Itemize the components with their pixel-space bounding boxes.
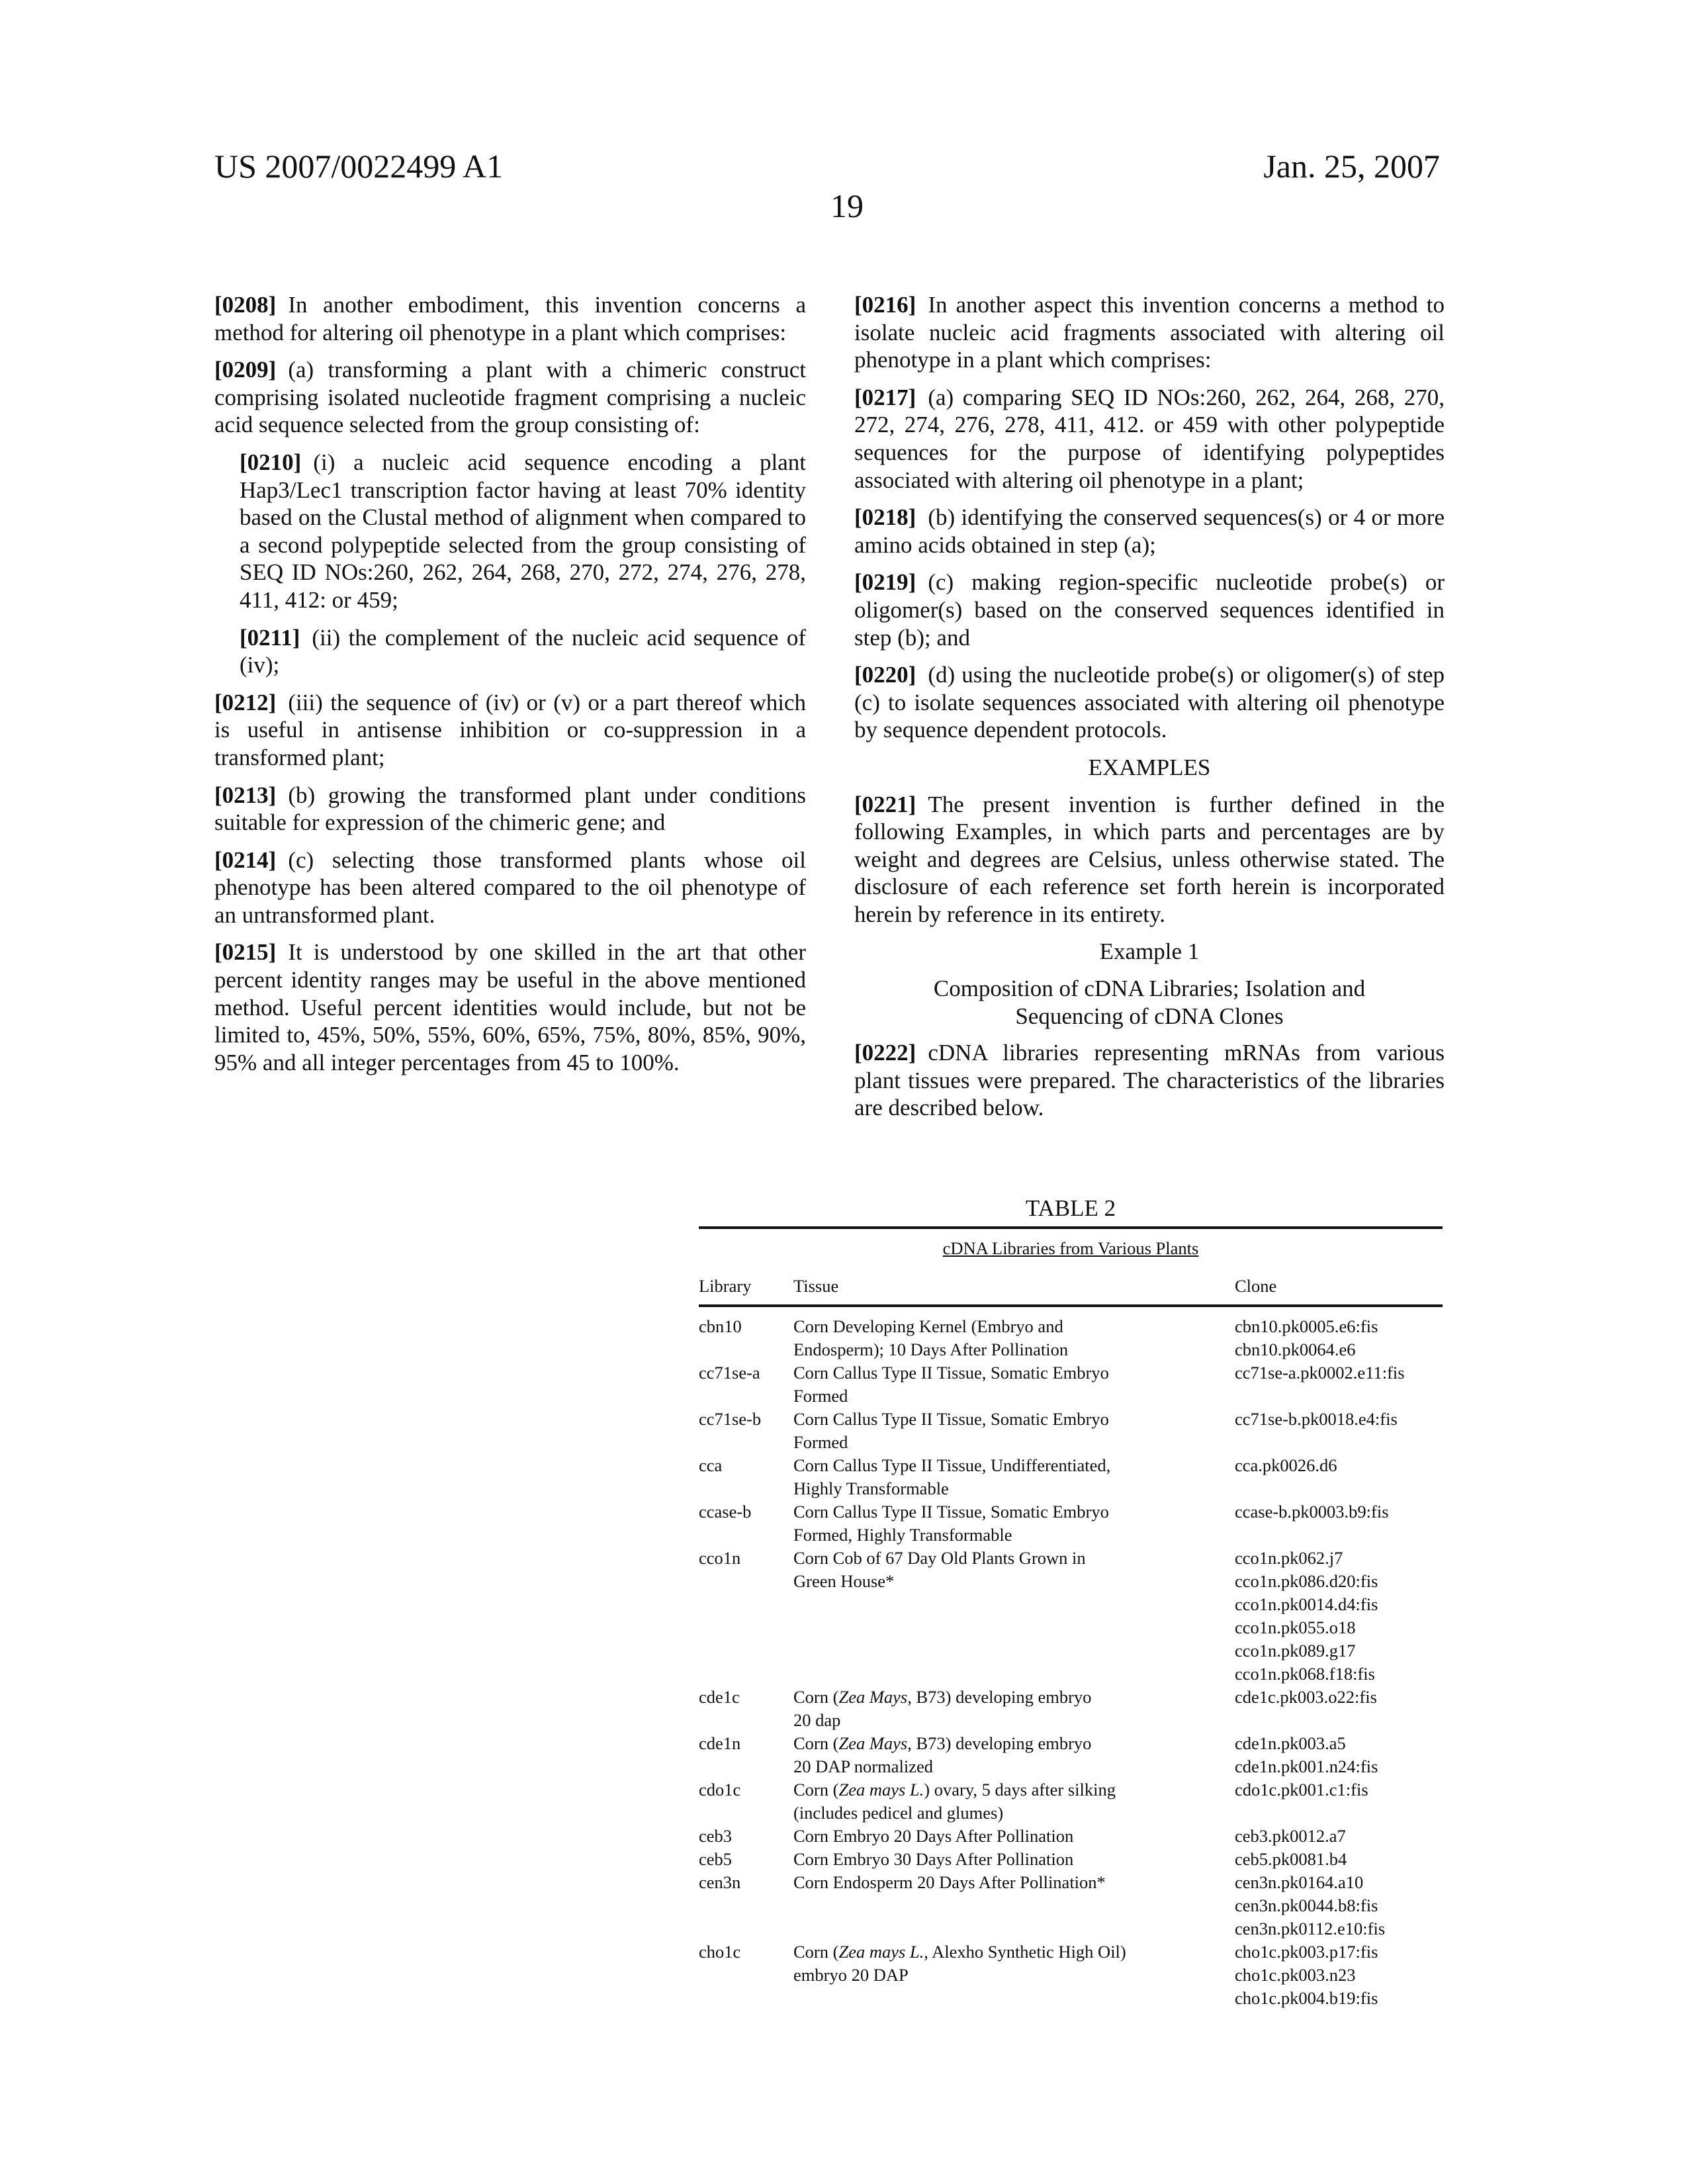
tissue-text: Corn ( [793,1687,838,1707]
paragraph-text: cDNA libraries representing mRNAs from various plant tissues were prepared. The characteristics of the libraries are described below. [854,1040,1445,1120]
tissue-cell [793,1871,1235,1940]
right-column [854,291,1445,1132]
tissue-text: Corn ( [793,1942,838,1962]
tissue-text: Corn Endosperm 20 Days After Pollination* [793,1872,1106,1892]
tissue-line [793,1801,1235,1825]
tissue-text: Corn Embryo 20 Days After Pollination [793,1826,1073,1846]
left-column [214,291,806,1086]
tissue-text: , B73) developing embryo [907,1733,1091,1753]
paragraph-number: [0208] [214,292,276,318]
table-rule [699,1226,1443,1229]
example-title-line: Sequencing of cDNA Clones [854,1003,1445,1030]
table-row [699,1361,1443,1408]
column-header: Clone [1235,1275,1443,1298]
clone-cell [1235,1686,1443,1732]
table-row [699,1848,1443,1871]
paragraph [854,1039,1445,1122]
tissue-line [793,1385,1235,1408]
tissue-italic-text: Zea mays L. [838,1780,924,1799]
library-cell: cho1c [699,1940,793,2010]
clone-id: ceb5.pk0081.b4 [1235,1848,1443,1871]
clone-id: cco1n.pk0014.d4:fis [1235,1593,1443,1616]
tissue-cell [793,1361,1235,1408]
tissue-text: Corn ( [793,1733,838,1753]
clone-cell [1235,1848,1443,1871]
tissue-italic-text: Zea Mays [838,1687,907,1707]
tissue-line [793,1686,1235,1709]
paragraph [214,938,806,1076]
clone-cell [1235,1454,1443,1500]
tissue-line [793,1500,1235,1524]
tissue-cell [793,1408,1235,1454]
paragraph [214,782,806,837]
table-row [699,1315,1443,1361]
paragraph [854,504,1445,559]
clone-id: cco1n.pk062.j7 [1235,1547,1443,1570]
paragraph-number: [0220] [854,662,916,688]
library-cell: cde1n [699,1732,793,1778]
library-cell: cbn10 [699,1315,793,1361]
table-row [699,1732,1443,1778]
tissue-line [793,1570,1235,1593]
paragraph-text: (i) a nucleic acid sequence encoding a plant Hap3/Lec1 transcription factor having at least 70% identity based on the Clustal method of alignment when compared to a second polypeptide selected from the group consisting of SEQ ID NOs:260, 262, 264, 268, 270, 272, 274, 276, 278, 411, 412: or 459; [240,449,806,613]
tissue-text: 20 DAP normalized [793,1756,933,1776]
table-row [699,1940,1443,2010]
clone-id: cho1c.pk003.p17:fis [1235,1940,1443,1964]
paragraph-text: It is understood by one skilled in the art that other percent identity ranges may be useful in the above mentioned method. Useful percent identities would include, but not be limited to, 45%, 50%, 55%, 60%, 65%, 75%, 80%, 85%, 90%, 95% and all integer percentages from 45 to 100%. [214,939,806,1075]
clone-id: cca.pk0026.d6 [1235,1454,1443,1477]
paragraph-number: [0211] [240,625,300,651]
clone-cell [1235,1778,1443,1825]
clone-id: cho1c.pk004.b19:fis [1235,1987,1443,2010]
library-cell: ceb5 [699,1848,793,1871]
tissue-line [793,1361,1235,1385]
tissue-line [793,1524,1235,1547]
library-cell: cde1c [699,1686,793,1732]
table-row [699,1825,1443,1848]
table-row [699,1408,1443,1454]
tissue-line [793,1431,1235,1454]
tissue-italic-text: Zea mays L. [838,1942,924,1962]
tissue-text: Corn Cob of 67 Day Old Plants Grown in [793,1548,1086,1568]
library-cell: cca [699,1454,793,1500]
table-row [699,1454,1443,1500]
tissue-text: Corn Callus Type II Tissue, Somatic Embryo [793,1502,1109,1522]
library-cell: cen3n [699,1871,793,1940]
paragraph-text: (b) growing the transformed plant under conditions suitable for expression of the chimeric gene; and [214,782,806,836]
tissue-text: Green House* [793,1571,894,1591]
clone-cell [1235,1500,1443,1547]
clone-id: cco1n.pk086.d20:fis [1235,1570,1443,1593]
clone-id: cdo1c.pk001.c1:fis [1235,1778,1443,1801]
library-cell: cco1n [699,1547,793,1686]
tissue-text: Corn Callus Type II Tissue, Somatic Embryo [793,1409,1109,1429]
tissue-line [793,1709,1235,1732]
tissue-italic-text: Zea Mays [838,1733,907,1753]
paragraph [854,569,1445,651]
paragraph [854,384,1445,494]
clone-cell [1235,1408,1443,1454]
paragraph [214,356,806,439]
clone-id: cbn10.pk0005.e6:fis [1235,1315,1443,1338]
paragraph-text: (c) making region-specific nucleotide probe(s) or oligomer(s) based on the conserved sequences identified in step (b); and [854,569,1445,650]
library-cell: ccase-b [699,1500,793,1547]
paragraph-number: [0214] [214,847,276,873]
tissue-text: Corn Developing Kernel (Embryo and [793,1316,1063,1336]
paragraph [854,791,1445,929]
paragraph-text: (c) selecting those transformed plants whose oil phenotype has been altered compared to the oil phenotype of an untransformed plant. [214,847,806,928]
tissue-text: Highly Transformable [793,1479,949,1498]
tissue-text: 20 dap [793,1710,840,1730]
clone-id: cbn10.pk0064.e6 [1235,1338,1443,1361]
publication-number: US 2007/0022499 A1 [214,147,503,185]
tissue-text: , Alexho Synthetic High Oil) [924,1942,1126,1962]
tissue-cell [793,1686,1235,1732]
tissue-text: Endosperm); 10 Days After Pollination [793,1340,1068,1359]
clone-cell [1235,1315,1443,1361]
paragraph-number: [0217] [854,385,916,410]
tissue-cell [793,1778,1235,1825]
tissue-text: embryo 20 DAP [793,1965,909,1985]
tissue-line [793,1871,1235,1894]
paragraph [854,661,1445,744]
table-row [699,1547,1443,1686]
library-cell: cc71se-b [699,1408,793,1454]
tissue-line [793,1338,1235,1361]
clone-id: cco1n.pk055.o18 [1235,1616,1443,1639]
tissue-cell [793,1848,1235,1871]
example-title-line: Composition of cDNA Libraries; Isolation and [854,975,1445,1003]
paragraph [240,624,806,679]
paragraph [214,291,806,346]
table-title: TABLE 2 [699,1197,1443,1220]
tissue-text: Corn Callus Type II Tissue, Somatic Embryo [793,1363,1109,1383]
paragraph-text: In another aspect this invention concerns a method to isolate nucleic acid fragments associated with altering oil phenotype in a plant which comprises: [854,292,1445,373]
table-2 [699,1197,1443,2010]
tissue-text: Corn Embryo 30 Days After Pollination [793,1849,1073,1869]
tissue-text: (includes pedicel and glumes) [793,1803,1003,1823]
tissue-line [793,1848,1235,1871]
paragraph [240,449,806,614]
paragraph [214,846,806,929]
tissue-line [793,1547,1235,1570]
tissue-cell [793,1940,1235,2010]
paragraph [214,689,806,772]
paragraph-text: (a) transforming a plant with a chimeric construct comprising isolated nucleotide fragment comprising a nucleic acid sequence selected from the group consisting of: [214,357,806,437]
tissue-line [793,1315,1235,1338]
library-cell: ceb3 [699,1825,793,1848]
clone-id: cc71se-b.pk0018.e4:fis [1235,1408,1443,1431]
clone-id: cde1n.pk001.n24:fis [1235,1755,1443,1778]
paragraph-number: [0213] [214,782,276,808]
tissue-cell [793,1732,1235,1778]
clone-cell [1235,1547,1443,1686]
paragraph-number: [0210] [240,449,301,475]
paragraph-number: [0218] [854,504,916,530]
tissue-line [793,1940,1235,1964]
clone-id: cde1n.pk003.a5 [1235,1732,1443,1755]
clone-cell [1235,1732,1443,1778]
tissue-line [793,1732,1235,1755]
table-row [699,1871,1443,1940]
examples-heading: EXAMPLES [854,754,1445,782]
clone-id: ccase-b.pk0003.b9:fis [1235,1500,1443,1524]
tissue-text: Formed [793,1386,848,1406]
tissue-cell [793,1547,1235,1686]
example-heading: Example 1 [854,938,1445,966]
paragraph-text: (iii) the sequence of (iv) or (v) or a part thereof which is useful in antisense inhibition or co-suppression in a transformed plant; [214,690,806,770]
tissue-cell [793,1825,1235,1848]
tissue-line [793,1964,1235,1987]
table-header-row [699,1275,1443,1298]
tissue-line [793,1825,1235,1848]
clone-cell [1235,1871,1443,1940]
paragraph [854,291,1445,374]
tissue-text: , B73) developing embryo [907,1687,1091,1707]
publication-date: Jan. 25, 2007 [1263,147,1440,185]
clone-id: cen3n.pk0044.b8:fis [1235,1894,1443,1917]
library-cell: cc71se-a [699,1361,793,1408]
paragraph-text: (ii) the complement of the nucleic acid sequence of (iv); [240,625,806,678]
clone-cell [1235,1825,1443,1848]
tissue-text: Formed, Highly Transformable [793,1525,1012,1545]
tissue-text: Corn Callus Type II Tissue, Undifferentiated, [793,1455,1110,1475]
table-caption [699,1237,1443,1260]
tissue-line [793,1755,1235,1778]
tissue-text: ) ovary, 5 days after silking [924,1780,1116,1799]
paragraph-text: (d) using the nucleotide probe(s) or oligomer(s) of step (c) to isolate sequences associated with altering oil phenotype by sequence dependent protocols. [854,662,1445,743]
paragraph-text: (b) identifying the conserved sequences(s) or 4 or more amino acids obtained in step (a); [854,504,1445,558]
table-caption-text: cDNA Libraries from Various Plants [943,1238,1199,1258]
table-row [699,1500,1443,1547]
tissue-line [793,1778,1235,1801]
tissue-cell [793,1500,1235,1547]
clone-id: cho1c.pk003.n23 [1235,1964,1443,1987]
paragraph-number: [0216] [854,292,916,318]
tissue-text: Formed [793,1432,848,1452]
paragraph-number: [0215] [214,939,276,965]
clone-id: cen3n.pk0112.e10:fis [1235,1917,1443,1940]
clone-id: cco1n.pk068.f18:fis [1235,1662,1443,1686]
paragraph-number: [0221] [854,792,916,817]
paragraph-number: [0219] [854,569,916,595]
clone-cell [1235,1361,1443,1408]
clone-id: cen3n.pk0164.a10 [1235,1871,1443,1894]
clone-id: ceb3.pk0012.a7 [1235,1825,1443,1848]
column-header: Library [699,1275,793,1298]
table-row [699,1686,1443,1732]
page-number: 19 [0,187,1694,225]
clone-id: cc71se-a.pk0002.e11:fis [1235,1361,1443,1385]
tissue-line [793,1408,1235,1431]
tissue-line [793,1477,1235,1500]
clone-id: cco1n.pk089.g17 [1235,1639,1443,1662]
paragraph-number: [0209] [214,357,276,383]
tissue-text: Corn ( [793,1780,838,1799]
paragraph-text: (a) comparing SEQ ID NOs:260, 262, 264, 268, 270, 272, 274, 276, 278, 411, 412. or 459 with other polypeptide sequences for the purpose of identifying polypeptides associated with altering oil phenotype in a plant; [854,385,1445,493]
paragraph-number: [0222] [854,1040,916,1066]
tissue-cell [793,1454,1235,1500]
column-header: Tissue [793,1275,1235,1298]
tissue-line [793,1454,1235,1477]
table-rule [699,1304,1443,1307]
table-row [699,1778,1443,1825]
clone-cell [1235,1940,1443,2010]
paragraph-number: [0212] [214,690,276,715]
library-cell: cdo1c [699,1778,793,1825]
clone-id: cde1c.pk003.o22:fis [1235,1686,1443,1709]
paragraph-text: In another embodiment, this invention concerns a method for altering oil phenotype in a plant which comprises: [214,292,806,345]
paragraph-text: The present invention is further defined in the following Examples, in which parts and percentages are by weight and degrees are Celsius, unless otherwise stated. The disclosure of each reference set forth herein is incorporated herein by reference in its entirety. [854,792,1445,927]
tissue-cell [793,1315,1235,1361]
